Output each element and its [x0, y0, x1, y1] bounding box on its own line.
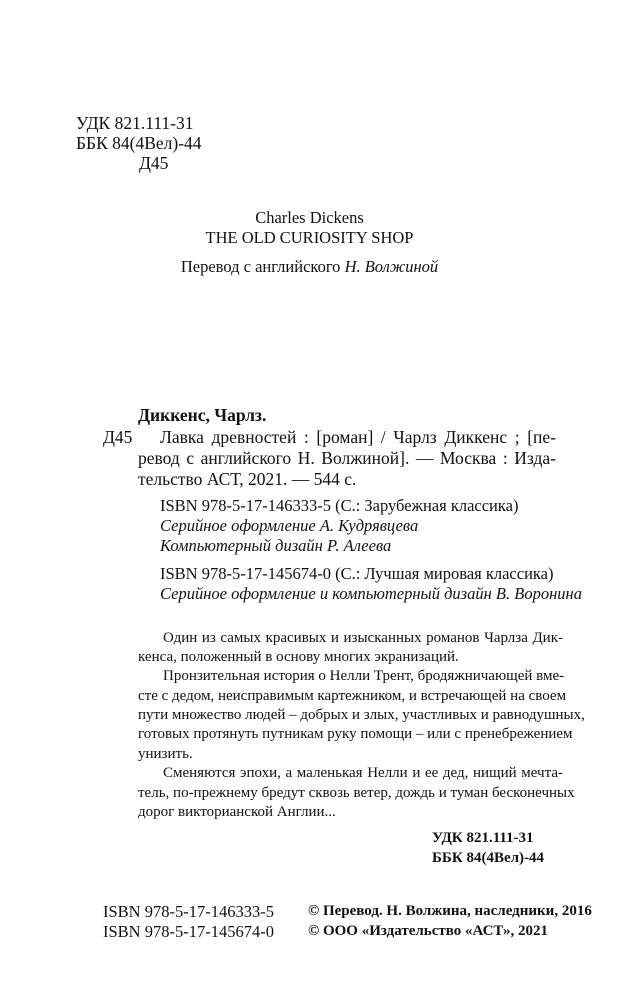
catalog-line: Лавка древностей : [роман] / Чарлз Диккенс ; [пе-: [160, 427, 556, 447]
catalog-line: тельство АСТ, 2021. — 544 с.: [138, 469, 357, 489]
catalog-author-heading: Диккенс, Чарлз.: [138, 405, 267, 425]
annotation-line: сте с дедом, неисправимым картежником, и встречающей на своем: [138, 688, 567, 704]
annotation-line: Пронзительная история о Нелли Трент, бродяжничающей вме-: [163, 668, 565, 684]
isbn-record-1: ISBN 978-5-17-146333-5 (С.: Зарубежная классика): [160, 496, 519, 515]
annotation-line: Один из самых красивых и изысканных романов Чарлза Дик-: [163, 630, 563, 646]
annotation-line: унизить.: [138, 746, 193, 762]
catalog-line: ревод с английского Н. Волжиной]. — Москва : Изда-: [138, 448, 556, 468]
annotation-line: кенса, положенный в основу многих экранизаций.: [138, 649, 459, 665]
bbk-code: ББК 84(4Вел)-44: [76, 133, 202, 153]
computer-design-1: Компьютерный дизайн Р. Алеева: [160, 536, 392, 555]
annotation-line: дорог викторианской Англии...: [138, 804, 336, 820]
footer-isbn-2: ISBN 978-5-17-145674-0: [103, 922, 274, 941]
translation-prefix: Перевод с английского: [180, 257, 345, 276]
isbn-record-2: ISBN 978-5-17-145674-0 (С.: Лучшая мировая классика): [160, 564, 554, 583]
annotation-udk: УДК 821.111-31: [432, 830, 534, 846]
translator-name: Н. Волжиной: [344, 257, 439, 276]
footer-isbn-1: ISBN 978-5-17-146333-5: [103, 902, 274, 921]
copyright-publisher: © ООО «Издательство «АСТ», 2021: [308, 923, 549, 939]
copyright-translation: © Перевод. Н. Волжина, наследники, 2016: [308, 903, 592, 919]
author-mark: Д45: [139, 153, 169, 173]
annotation-line: пути множество людей – добрых и злых, участливых и равнодушных,: [138, 707, 585, 723]
catalog-mark: Д45: [103, 427, 133, 447]
udk-code: УДК 821.111-31: [76, 113, 194, 133]
translation-credit: [0, 257, 619, 277]
series-design-1: Серийное оформление А. Кудрявцева: [160, 516, 419, 535]
original-author: Charles Dickens: [255, 208, 364, 227]
annotation-bbk: ББК 84(4Вел)-44: [432, 850, 545, 866]
series-design-2: Серийное оформление и компьютерный дизайн В. Воронина: [160, 584, 582, 603]
original-title: THE OLD CURIOSITY SHOP: [205, 228, 414, 247]
annotation-line: тель, по-прежнему бредут сквозь ветер, дождь и туман бесконечных: [138, 785, 575, 801]
annotation-line: Сменяются эпохи, а маленькая Нелли и ее дед, нищий мечта-: [163, 765, 563, 781]
annotation-line: готовых протянуть путникам руку помощи – или с пренебрежением: [138, 726, 573, 742]
